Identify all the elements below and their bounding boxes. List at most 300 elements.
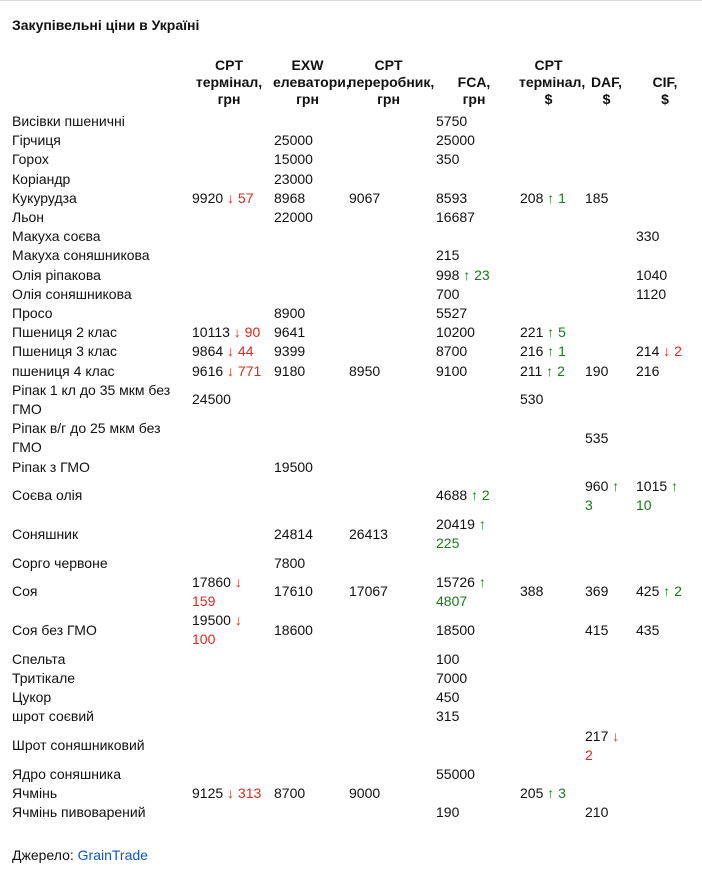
price-cell	[432, 266, 516, 285]
price-value: 18500	[436, 621, 475, 638]
price-cell	[516, 266, 581, 285]
price-value: 415	[585, 621, 609, 638]
price-cell	[516, 707, 581, 726]
price-cell	[516, 727, 581, 765]
price-value: 10113	[192, 324, 230, 341]
column-header	[270, 55, 350, 112]
price-value: 9641	[274, 324, 306, 341]
commodity-name: Льон	[12, 209, 44, 226]
price-value: 8900	[274, 305, 306, 322]
price-cell	[188, 803, 270, 822]
top-divider	[0, 0, 702, 1]
price-cell	[345, 803, 432, 822]
table-row	[8, 112, 698, 131]
price-cell	[516, 477, 581, 515]
price-cell	[632, 419, 698, 457]
column-header-line: переробник,	[348, 74, 435, 90]
column-header-line: термінал,	[195, 74, 263, 90]
price-cell	[581, 611, 632, 649]
price-cell	[632, 688, 698, 707]
table-header-row	[8, 55, 698, 112]
price-cell	[516, 189, 581, 208]
price-value: 8700	[436, 343, 468, 360]
price-cell	[188, 323, 270, 342]
price-cell	[270, 688, 345, 707]
price-value: 9100	[436, 362, 468, 379]
commodity-name: Ячмінь пивоварений	[12, 804, 146, 821]
price-cell	[188, 362, 270, 381]
price-cell	[581, 266, 632, 285]
price-cell	[345, 765, 432, 784]
price-value: 215	[436, 247, 460, 264]
price-cell	[516, 669, 581, 688]
price-cell	[188, 688, 270, 707]
price-cell	[270, 573, 345, 611]
column-header-line: грн	[462, 91, 486, 107]
price-value: 7800	[274, 554, 306, 571]
price-cell	[581, 458, 632, 477]
price-change-up: ↑ 225	[436, 516, 486, 552]
prices-table	[8, 55, 698, 823]
price-cell	[432, 477, 516, 515]
price-cell	[432, 131, 516, 150]
column-header-line: DAF,	[590, 74, 623, 90]
price-cell	[581, 189, 632, 208]
price-change-down: ↓ 100	[192, 612, 242, 648]
price-value: 20419	[436, 516, 475, 533]
price-cell	[581, 477, 632, 515]
commodity-name: Коріандр	[12, 170, 71, 187]
price-cell	[270, 381, 345, 419]
price-value: 4688	[436, 487, 468, 504]
price-cell	[432, 573, 516, 611]
price-value: 369	[585, 583, 609, 600]
price-cell	[270, 208, 345, 227]
price-value: 530	[520, 391, 544, 408]
price-cell	[345, 189, 432, 208]
commodity-name: шрот соєвий	[12, 708, 94, 725]
price-cell	[345, 285, 432, 304]
price-value: 9125	[192, 785, 224, 802]
column-header-line: $	[661, 91, 669, 107]
table-row	[8, 611, 698, 649]
commodity-name: Соняшник	[12, 525, 79, 542]
price-value: 7000	[436, 669, 468, 686]
price-change-down: ↓ 90	[233, 324, 261, 341]
commodity-name: Пшениця 3 клас	[12, 343, 118, 360]
price-change-down: ↓ 44	[227, 343, 254, 360]
price-cell	[516, 419, 581, 457]
table-row	[8, 803, 698, 822]
price-value: 19500	[192, 612, 231, 629]
price-change-up: ↑ 3	[585, 477, 620, 514]
price-value: 9616	[192, 362, 224, 379]
price-value: 10200	[436, 324, 475, 341]
price-change-down: ↓ 771	[227, 362, 262, 379]
price-cell	[345, 573, 432, 611]
column-header	[516, 55, 586, 112]
commodity-name: Просо	[12, 305, 53, 322]
price-cell	[432, 803, 516, 822]
price-value: 435	[636, 621, 660, 638]
table-row	[8, 650, 698, 669]
commodity-name: Сорго червоне	[12, 554, 108, 571]
commodity-name: пшениця 4 клас	[12, 362, 115, 379]
price-cell	[581, 150, 632, 169]
column-header-line: $	[602, 91, 611, 107]
price-cell	[432, 669, 516, 688]
price-cell	[632, 381, 698, 419]
price-cell	[188, 650, 270, 669]
price-cell	[432, 650, 516, 669]
price-change-up: ↑ 23	[463, 266, 490, 283]
price-value: 15726	[436, 573, 475, 590]
price-cell	[188, 266, 270, 285]
commodity-name: Ріпак 1 кл до 35 мкм без ГМО	[12, 381, 171, 418]
price-value: 185	[585, 189, 609, 206]
commodity-name: Гірчиця	[12, 132, 61, 149]
commodity-name: Шрот соняшниковий	[12, 737, 145, 754]
price-cell	[270, 515, 345, 553]
price-cell	[270, 323, 345, 342]
price-value: 388	[520, 583, 544, 600]
price-cell	[581, 381, 632, 419]
column-header	[8, 55, 188, 112]
table-body	[8, 112, 698, 823]
price-cell	[632, 323, 698, 342]
price-cell	[270, 362, 345, 381]
price-value: 8968	[274, 189, 306, 206]
price-cell	[516, 554, 581, 573]
price-cell	[270, 803, 345, 822]
price-value: 8593	[436, 189, 468, 206]
table-row	[8, 419, 698, 457]
price-cell	[632, 573, 698, 611]
price-value: 18600	[274, 621, 313, 638]
price-cell	[188, 150, 270, 169]
price-change-down: ↓ 2	[585, 727, 620, 763]
price-cell	[188, 477, 270, 515]
table-row	[8, 707, 698, 726]
price-value: 25000	[436, 132, 475, 149]
price-value: 8950	[349, 362, 381, 379]
price-value: 214	[636, 343, 660, 360]
price-cell	[270, 727, 345, 765]
price-cell	[581, 650, 632, 669]
price-cell	[632, 285, 698, 304]
price-cell	[516, 784, 581, 803]
price-cell	[345, 419, 432, 457]
price-change-up: ↑ 1	[547, 189, 566, 206]
column-header	[632, 55, 698, 112]
table-row	[8, 362, 698, 381]
price-cell	[345, 784, 432, 803]
column-header	[581, 55, 632, 112]
price-cell	[345, 323, 432, 342]
price-cell	[632, 765, 698, 784]
table-row	[8, 669, 698, 688]
price-value: 450	[436, 689, 460, 706]
price-cell	[345, 477, 432, 515]
table-row	[8, 323, 698, 342]
price-cell	[345, 707, 432, 726]
price-cell	[581, 323, 632, 342]
price-cell	[516, 765, 581, 784]
price-cell	[516, 170, 581, 189]
table-row	[8, 458, 698, 477]
price-change-down: ↓ 159	[192, 573, 242, 610]
price-cell	[345, 246, 432, 265]
price-cell	[632, 611, 698, 649]
price-cell	[270, 707, 345, 726]
price-cell	[581, 669, 632, 688]
price-cell	[632, 131, 698, 150]
price-cell	[632, 554, 698, 573]
price-cell	[432, 381, 516, 419]
table-row	[8, 477, 698, 515]
price-cell	[632, 669, 698, 688]
column-header-line: CPT	[534, 57, 563, 73]
price-cell	[516, 515, 581, 553]
price-value: 26413	[349, 525, 388, 542]
price-cell	[632, 189, 698, 208]
commodity-name: Макуха соняшникова	[12, 247, 150, 264]
price-cell	[581, 765, 632, 784]
commodity-name: Горох	[12, 151, 49, 168]
price-value: 217	[585, 727, 609, 744]
price-cell	[632, 477, 698, 515]
column-header-line: термінал,	[519, 74, 586, 90]
table-row	[8, 765, 698, 784]
table-row	[8, 573, 698, 611]
price-cell	[188, 208, 270, 227]
price-cell	[188, 304, 270, 323]
price-cell	[345, 342, 432, 361]
price-cell	[188, 554, 270, 573]
price-value: 5527	[436, 305, 468, 322]
column-header-line: CPT	[374, 57, 403, 73]
table-row	[8, 381, 698, 419]
price-cell	[270, 342, 345, 361]
price-cell	[632, 784, 698, 803]
price-cell	[581, 688, 632, 707]
commodity-name: Висівки пшеничні	[12, 113, 125, 129]
price-change-up: ↑ 5	[547, 324, 566, 341]
source-link[interactable]: GrainTrade	[77, 847, 148, 863]
price-cell	[432, 784, 516, 803]
price-cell	[581, 208, 632, 227]
table-row	[8, 246, 698, 265]
table-row	[8, 515, 698, 553]
price-cell	[581, 285, 632, 304]
price-cell	[432, 688, 516, 707]
price-cell	[345, 554, 432, 573]
price-cell	[345, 515, 432, 553]
commodity-name: Соєва олія	[12, 487, 83, 504]
price-cell	[516, 650, 581, 669]
price-value: 25000	[274, 132, 313, 149]
price-cell	[432, 515, 516, 553]
table-row	[8, 285, 698, 304]
commodity-name: Ядро соняшника	[12, 765, 121, 782]
price-cell	[270, 150, 345, 169]
source-label: Джерело:	[12, 847, 74, 863]
price-cell	[632, 458, 698, 477]
price-value: 9067	[349, 189, 381, 206]
price-cell	[345, 362, 432, 381]
price-cell	[188, 342, 270, 361]
price-cell	[345, 150, 432, 169]
price-change-up: ↑ 3	[547, 785, 566, 802]
table-row	[8, 131, 698, 150]
price-cell	[632, 227, 698, 246]
price-cell	[270, 189, 345, 208]
price-value: 190	[436, 804, 460, 821]
price-cell	[432, 765, 516, 784]
price-value: 1040	[636, 266, 668, 283]
price-cell	[516, 342, 581, 361]
price-value: 24814	[274, 525, 313, 542]
price-cell	[188, 611, 270, 649]
price-value: 350	[436, 151, 460, 168]
column-header-line: $	[544, 91, 553, 107]
column-header	[345, 55, 435, 112]
price-cell	[270, 784, 345, 803]
price-change-up: ↑ 2	[546, 362, 565, 379]
table-row	[8, 189, 698, 208]
price-cell	[581, 342, 632, 361]
price-cell	[188, 189, 270, 208]
price-cell	[270, 669, 345, 688]
price-cell	[432, 285, 516, 304]
price-value: 205	[520, 785, 544, 802]
price-cell	[516, 208, 581, 227]
price-cell	[632, 304, 698, 323]
price-cell	[270, 765, 345, 784]
commodity-name: Соя	[12, 583, 38, 600]
price-cell	[632, 362, 698, 381]
price-cell	[432, 150, 516, 169]
commodity-name: Цукор	[12, 689, 52, 706]
commodity-name: Макуха соєва	[12, 228, 101, 245]
price-change-down: ↓ 2	[663, 343, 682, 360]
price-value: 9920	[192, 189, 224, 206]
price-cell	[188, 458, 270, 477]
price-cell	[270, 477, 345, 515]
price-value: 700	[436, 285, 460, 302]
price-value: 960	[585, 477, 609, 494]
column-header-line: CPT	[215, 57, 243, 73]
price-cell	[581, 246, 632, 265]
column-header	[188, 55, 270, 112]
price-cell	[188, 707, 270, 726]
price-value: 221	[520, 324, 544, 341]
price-change-down: ↓ 57	[227, 189, 254, 206]
price-value: 216	[520, 343, 544, 360]
price-cell	[432, 246, 516, 265]
price-cell	[516, 323, 581, 342]
price-cell	[632, 246, 698, 265]
price-cell	[188, 727, 270, 765]
price-cell	[345, 170, 432, 189]
price-cell	[345, 727, 432, 765]
price-cell	[581, 362, 632, 381]
column-header-line: FCA,	[457, 74, 491, 90]
table-row	[8, 170, 698, 189]
price-cell	[188, 573, 270, 611]
price-value: 998	[436, 266, 460, 283]
price-cell	[270, 227, 345, 246]
commodity-name: Ячмінь	[12, 785, 58, 802]
price-value: 9000	[349, 785, 381, 802]
price-cell	[345, 266, 432, 285]
price-cell	[432, 554, 516, 573]
price-cell	[188, 419, 270, 457]
price-cell	[270, 131, 345, 150]
table-row	[8, 266, 698, 285]
table-row	[8, 554, 698, 573]
commodity-name: Ріпак в/г до 25 мкм без ГМО	[12, 420, 161, 456]
price-cell	[581, 170, 632, 189]
price-cell	[345, 131, 432, 150]
price-cell	[581, 419, 632, 457]
commodity-name: Ріпак з ГМО	[12, 458, 90, 475]
price-cell	[188, 669, 270, 688]
price-cell	[432, 458, 516, 477]
price-cell	[516, 381, 581, 419]
price-value: 19500	[274, 458, 313, 475]
price-change-up: ↑ 2	[663, 583, 682, 600]
price-cell	[345, 458, 432, 477]
price-value: 9180	[274, 362, 306, 379]
price-cell	[432, 112, 516, 131]
price-cell	[270, 650, 345, 669]
price-cell	[270, 554, 345, 573]
price-change-up: ↑ 1	[547, 343, 566, 360]
price-cell	[516, 688, 581, 707]
price-cell	[432, 227, 516, 246]
price-value: 16687	[436, 209, 475, 226]
price-change-up: ↑ 4807	[436, 573, 486, 610]
price-change-up: ↑ 2	[471, 487, 490, 504]
price-cell	[188, 765, 270, 784]
price-value: 24500	[192, 391, 231, 408]
price-cell	[632, 112, 698, 131]
price-cell	[516, 131, 581, 150]
price-cell	[432, 189, 516, 208]
column-header-line: грн	[377, 91, 400, 107]
price-cell	[188, 170, 270, 189]
price-cell	[516, 285, 581, 304]
price-cell	[345, 650, 432, 669]
commodity-name: Олія соняшникова	[12, 285, 132, 302]
price-cell	[270, 266, 345, 285]
commodity-name: Олія ріпакова	[12, 266, 101, 283]
price-cell	[345, 611, 432, 649]
price-cell	[581, 304, 632, 323]
price-value: 100	[436, 650, 460, 667]
price-cell	[432, 208, 516, 227]
price-value: 9864	[192, 343, 224, 360]
price-cell	[345, 227, 432, 246]
table-row	[8, 784, 698, 803]
commodity-name: Соя без ГМО	[12, 621, 97, 638]
price-cell	[632, 803, 698, 822]
price-value: 55000	[436, 765, 475, 782]
price-cell	[432, 170, 516, 189]
price-cell	[432, 362, 516, 381]
price-value: 17610	[274, 583, 313, 600]
